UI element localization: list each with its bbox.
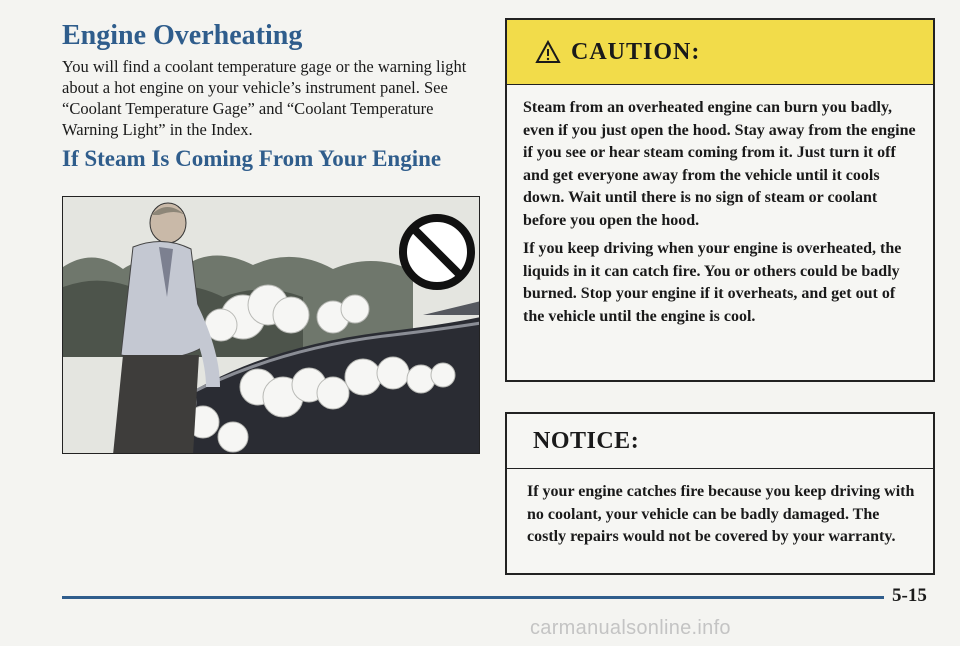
- watermark: carmanualsonline.info: [530, 617, 731, 639]
- notice-paragraph: If your engine catches fire because you keep driving with no coolant, your vehicle can be badly damaged. The costly repairs would not be covered by your warranty.: [527, 483, 915, 545]
- notice-body: [507, 469, 933, 549]
- caution-box: [505, 18, 935, 382]
- page-title: Engine Overheating: [62, 20, 303, 51]
- page-number: 5-15: [892, 585, 927, 606]
- steam-engine-illustration: [62, 196, 480, 454]
- notice-header: [507, 414, 933, 469]
- caution-header: [507, 20, 933, 85]
- caution-paragraph-1: Steam from an overheated engine can burn you badly, even if you just open the hood. Stay away from the engine if you see or hear steam coming from it. Just turn it off and get everyone away from the vehicle until it cools down. Wait until there is no sign of steam or coolant before you open the hood.: [523, 99, 916, 229]
- illustration-drawing: [63, 197, 480, 454]
- intro-paragraph: You will find a coolant temperature gage or the warning light about a hot engine on your vehicle’s instrument panel. See “Coolant Temperature Gage” and “Coolant Temperature Warning Light” in the Index.: [62, 57, 467, 139]
- footer-rule: [62, 596, 884, 599]
- caution-title: CAUTION:: [571, 38, 701, 65]
- caution-body: [507, 85, 933, 328]
- notice-box: [505, 412, 935, 575]
- notice-title: NOTICE:: [533, 427, 640, 454]
- caution-paragraph-2: If you keep driving when your engine is overheated, the liquids in it can catch fire. You or others could be badly burned. Stop your engine if it overheats, and get out of the vehicle until the engine is cool.: [523, 240, 902, 325]
- section-subtitle: If Steam Is Coming From Your Engine: [62, 146, 442, 171]
- warning-triangle-icon: [535, 40, 561, 64]
